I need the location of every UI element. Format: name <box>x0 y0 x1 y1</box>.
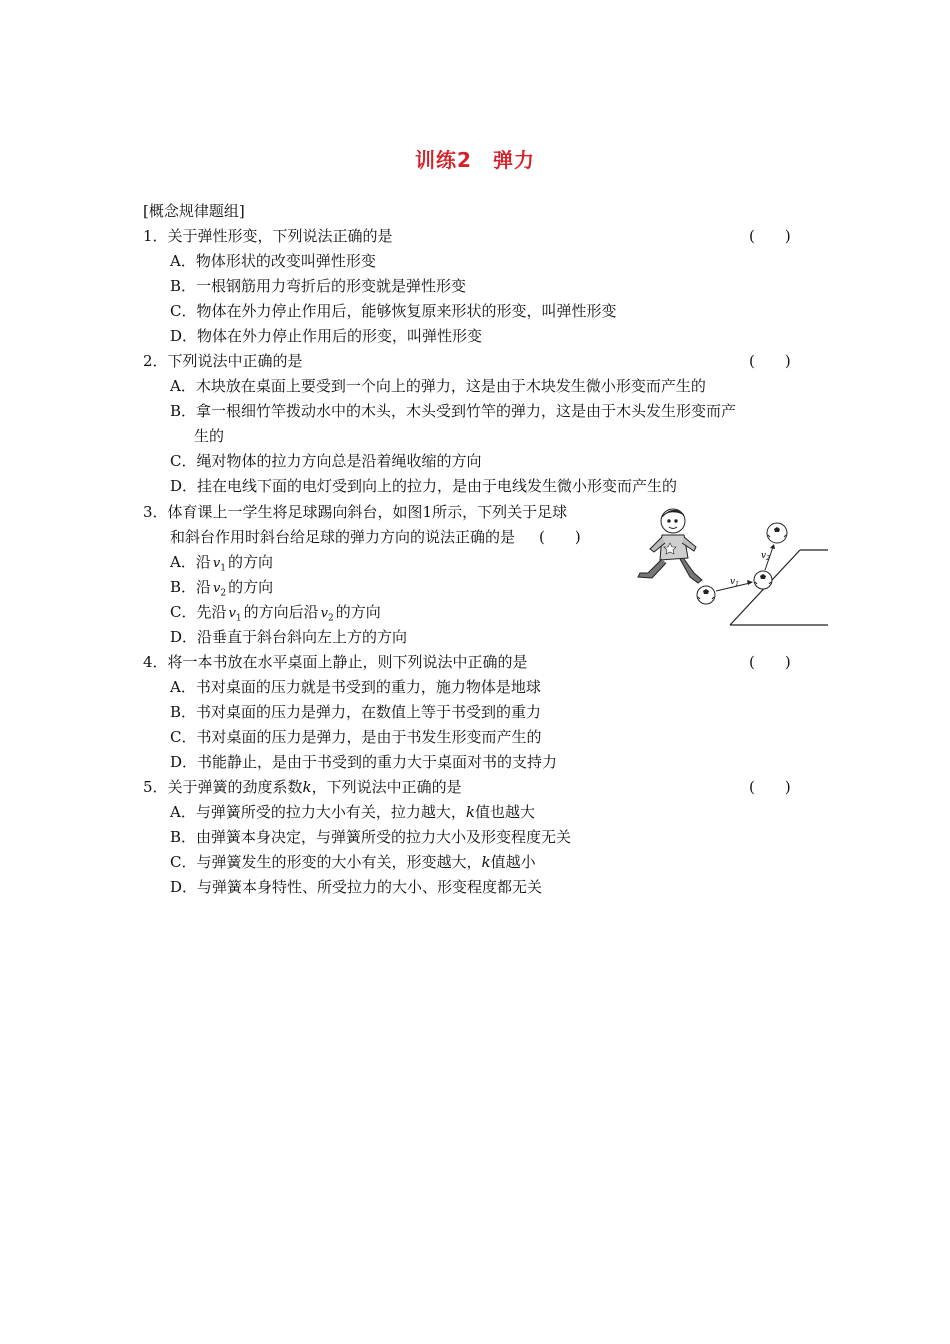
question-1-stem: 1．关于弹性形变，下列说法正确的是 <box>143 227 393 245</box>
question-3-option-a-prefix: A．沿 <box>170 553 211 571</box>
soccer-ball-air <box>767 523 787 543</box>
var-k: k <box>481 853 491 871</box>
answer-paren-4: ( ) <box>749 653 791 671</box>
question-3-stem-line2-text: 和斜台作用时斜台给足球的弹力方向的说法正确的是 <box>170 528 516 546</box>
question-4-option-d: D．书能静止，是由于书受到的重力大于桌面对书的支持力 <box>170 753 558 771</box>
var-k: k <box>302 778 312 796</box>
question-2-option-d: D．挂在电线下面的电灯受到向上的拉力，是由于电线发生微小形变而产生的 <box>170 477 678 495</box>
var-sub: 2 <box>220 588 227 599</box>
var-sub: 2 <box>327 613 334 624</box>
question-3-option-c-prefix: C．先沿 <box>170 603 227 621</box>
figure-1-kick-ball-slope <box>618 503 833 633</box>
answer-paren-5: ( ) <box>749 778 791 796</box>
var-sub: 1 <box>235 613 242 624</box>
var-v: v <box>228 606 236 621</box>
question-3-option-d: D．沿垂直于斜台斜向左上方的方向 <box>170 628 408 646</box>
question-4-option-a: A．书对桌面的压力就是书受到的重力，施力物体是地球 <box>170 678 541 696</box>
question-1-option-d: D．物体在外力停止作用后的形变，叫弹性形变 <box>170 327 483 345</box>
question-1-option-a: A．物体形状的改变叫弹性形变 <box>170 252 376 270</box>
soccer-ball-slope <box>754 571 772 589</box>
question-5-option-a-post: 值也越大 <box>474 803 535 821</box>
question-5-option-a <box>170 801 535 823</box>
question-5-option-b: B．由弹簧本身决定，与弹簧所受的拉力大小及形变程度无关 <box>170 828 572 846</box>
label-v1: $v_1$ <box>730 577 739 588</box>
question-3-option-c-mid: 的方向后沿 <box>243 603 319 621</box>
question-2-option-b: B．拿一根细竹竿拨动水中的木头，木头受到竹竿的弹力，这是由于木头发生形变而产 <box>170 402 737 420</box>
question-3-option-b-prefix: B．沿 <box>170 578 212 596</box>
question-4-option-c: C．书对桌面的压力是弹力，是由于书发生形变而产生的 <box>170 728 542 746</box>
var-v: v <box>212 556 221 571</box>
slope-platform <box>730 550 828 625</box>
question-2-option-a: A．木块放在桌面上要受到一个向上的弹力，这是由于木块发生微小形变而产生的 <box>170 377 706 395</box>
var-k: k <box>465 803 475 821</box>
question-5-option-d: D．与弹簧本身特性、所受拉力的大小、形变程度都无关 <box>170 878 543 896</box>
question-5-stem-pre: 5．关于弹簧的劲度系数 <box>143 778 303 796</box>
var-v: v <box>320 606 328 621</box>
question-3-stem-line2 <box>170 526 581 548</box>
var-v: v <box>213 581 221 596</box>
question-3-option-c-suffix: 的方向 <box>335 603 381 621</box>
question-1-option-b: B．一根钢筋用力弯折后的形变就是弹性形变 <box>170 277 467 295</box>
var-sub: 1 <box>220 563 226 574</box>
question-2-option-b-continued: 生的 <box>194 427 225 445</box>
page-title: 训练2 弹力 <box>415 148 535 172</box>
question-3-option-a-suffix: 的方向 <box>227 553 273 571</box>
answer-paren-1: ( ) <box>749 227 791 245</box>
question-5-option-c <box>170 851 536 873</box>
question-4-stem: 4．将一本书放在水平桌面上静止，则下列说法中正确的是 <box>143 653 528 671</box>
question-3-option-b-suffix: 的方向 <box>228 578 274 596</box>
question-5-stem-post: ，下列说法中正确的是 <box>311 778 462 796</box>
question-5-option-c-post: 值越小 <box>490 853 536 871</box>
question-5-option-c-pre: C．与弹簧发生的形变的大小有关，形变越大， <box>170 853 482 871</box>
question-2-option-c: C．绳对物体的拉力方向总是沿着绳收缩的方向 <box>170 452 482 470</box>
student-figure <box>638 509 702 583</box>
question-4-option-b: B．书对桌面的压力是弹力，在数值上等于书受到的重力 <box>170 703 542 721</box>
question-1-option-c: C．物体在外力停止作用后，能够恢复原来形状的形变，叫弹性形变 <box>170 302 617 320</box>
answer-paren-2: ( ) <box>749 352 791 370</box>
question-3-stem-line1: 3．体育课上一学生将足球踢向斜台，如图1所示，下列关于足球 <box>143 503 568 521</box>
question-2-stem: 2．下列说法中正确的是 <box>143 352 303 370</box>
label-v2: $v_2$ <box>761 551 770 562</box>
question-5-option-a-pre: A．与弹簧所受的拉力大小有关，拉力越大， <box>170 803 466 821</box>
section-heading: [概念规律题组] <box>143 202 245 220</box>
answer-paren-3: ( ) <box>539 528 581 546</box>
soccer-ball-ground <box>697 586 715 604</box>
question-5-stem <box>143 776 462 798</box>
